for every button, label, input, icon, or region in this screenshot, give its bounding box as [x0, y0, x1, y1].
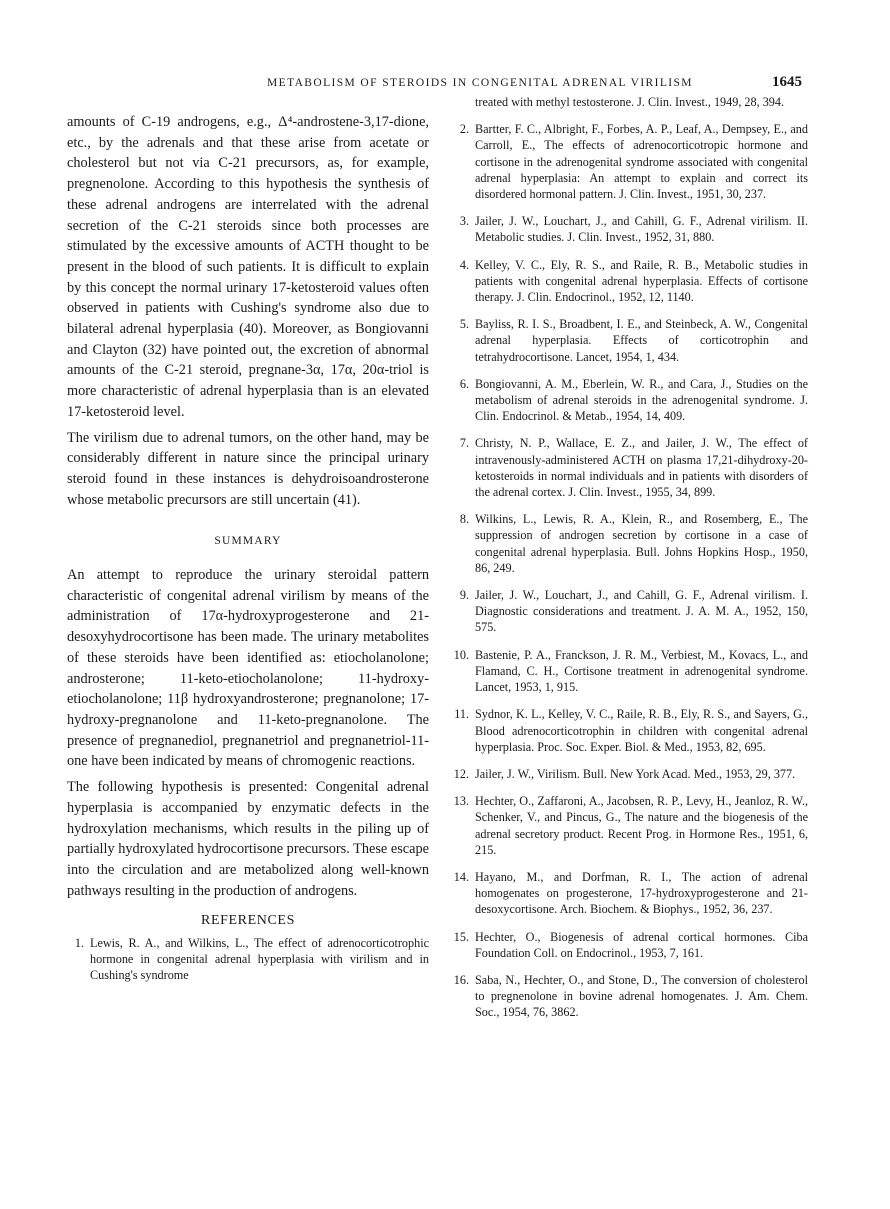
reference-text: Hechter, O., Biogenesis of adrenal cortical hormones. Ciba Foundation Coll. on Endocrinol., 1953, 7, 161. [475, 929, 808, 960]
reference-number: 5. [459, 317, 469, 332]
reference-number: 9. [459, 588, 469, 603]
body-paragraph: amounts of C-19 androgens, e.g., Δ⁴-androstene-3,17-dione, etc., by the adrenals and that these arise from acetate or cholesterol but not via C-21 precursors, as, for example, pregnenolone. According to this hypothesis the synthesis of these adrenal androgens are interrelated with the adrenal secretion of the C-21 steroids since both processes are stimulated by the excessive amounts of ACTH thought to be present in the blood of such patients. It is difficult to explain by this concept the normal urinary 17-ketosteroid values often observed in patients with Cushing's syndrome also due to bilateral adrenal hyperplasia (40). Moreover, as Bongiovanni and Clayton (32) have pointed out, the excretion of abnormal amounts of the C-21 steroid, pregnane-3α, 17α, 20α-triol is more characteristic of adrenal hyperplasia than is an elevated 17-ketosteroid level. [67, 114, 429, 420]
reference-item [452, 766, 808, 782]
reference-item [452, 511, 808, 576]
reference-text: Bartter, F. C., Albright, F., Forbes, A. P., Leaf, A., Dempsey, E., and Carroll, E., The effects of adrenocorticotropic hormone and cortisone in the adrenogenital syndrome associated with congenital adrenal hyperplasia: An attempt to explain and correct its disordered hormonal pattern. J. Clin. Invest., 1951, 30, 237. [475, 122, 808, 202]
reference-item [452, 972, 808, 1021]
reference-item [452, 316, 808, 365]
reference-text: Jailer, J. W., Louchart, J., and Cahill, G. F., Adrenal virilism. I. Diagnostic considerations and treatment. J. A. M. A., 1952, 150, 575. [475, 588, 808, 635]
reference-item [452, 793, 808, 858]
reference-number: 14. [453, 869, 469, 884]
reference-number: 1. [74, 936, 84, 951]
summary-heading: SUMMARY [214, 535, 282, 548]
reference-number: 4. [459, 257, 469, 272]
reference-text: Jailer, J. W., Louchart, J., and Cahill, G. F., Adrenal virilism. II. Metabolic studies. J. Clin. Invest., 1952, 31, 880. [475, 214, 808, 245]
reference-item [452, 929, 808, 961]
reference-text: Bayliss, R. I. S., Broadbent, I. E., and Steinbeck, A. W., Congenital adrenal hyperplasia. Effects of corticotrophin and tetrahydrocortisone. Lancet, 1954, 1, 434. [475, 317, 808, 364]
summary-paragraph: The following hypothesis is presented: Congenital adrenal hyperplasia is accompanied by enzymatic defects in the hydroxylation mechanisms, which results in the piling up of partially hydroxylated hydrocortisone precursors. These escape into the circulation and are metabolized along well-known pathways resulting in the production of androgens. [67, 779, 429, 899]
reference-number: 2. [459, 122, 469, 137]
reference-number: 10. [453, 647, 469, 662]
reference-number: 6. [459, 376, 469, 391]
reference-number: 12. [453, 766, 469, 781]
reference-text: Kelley, V. C., Ely, R. S., and Raile, R. B., Metabolic studies in patients with congenital adrenal hyperplasia. Effects of cortisone therapy. J. Clin. Endocrinol., 1952, 12, 1140. [475, 257, 808, 305]
reference-text: Wilkins, L., Lewis, R. A., Klein, R., and Rosemberg, E., The suppression of androgen secretion by cortisone in a case of congenital adrenal hyperplasia. Bull. Johns Hopkins Hosp., 1950, 86, 249. [475, 512, 808, 575]
reference-item [452, 257, 808, 306]
reference-item [452, 121, 808, 202]
reference-list-left [67, 935, 429, 984]
reference-number: 3. [459, 214, 469, 229]
reference-number: 7. [459, 436, 469, 451]
reference-text: Christy, N. P., Wallace, E. Z., and Jailer, J. W., The effect of intravenously-administered ACTH on plasma 17,21-dihydroxy-20-ketosteroids in normal individuals and in patients with disorders of the adrenal cortex. J. Clin. Invest., 1955, 34, 899. [475, 436, 808, 500]
running-title: METABOLISM OF STEROIDS IN CONGENITAL ADRENAL VIRILISM [267, 77, 693, 89]
reference-text: Bastenie, P. A., Franckson, J. R. M., Verbiest, M., Kovacs, L., and Flamand, C. H., Cortisone treatment in adrenogenital syndrome. Lancet, 1953, 1, 915. [475, 647, 808, 695]
body-paragraph: The virilism due to adrenal tumors, on the other hand, may be considerably different in nature since the principal urinary steroid found in these instances is dehydroisoandrosterone whose metabolic precursors are still uncertain (41). [67, 429, 429, 508]
reference-item [452, 587, 808, 636]
right-column [452, 94, 808, 1032]
summary-paragraph: An attempt to reproduce the urinary steroidal pattern characteristic of congenital adrenal virilism by means of the administration of 17α-hydroxyprogesterone and 21-desoxyhydrocortisone has been made. The urinary metabolites of these steroids have been identified as: etiocholanolone; androsterone; 11-keto-etiocholanolone; 11-hydroxy-etiocholanolone; 11β hydroxyandrosterone; pregnanolone; 17-hydroxy-pregnanolone and 11-keto-pregnanolone. The presence of pregnanediol, pregnanetriol and pregnanetriol-11-one have been indicated by means of chromogenic reactions. [67, 567, 429, 770]
reference-text: Hayano, M., and Dorfman, R. I., The action of adrenal homogenates on progesterone, 17-hydroxyprogesterone and 21-desoxycortisone. Arch. Biochem. & Biophys., 1952, 36, 237. [475, 869, 808, 917]
reference-item [452, 706, 808, 755]
reference-number: 11. [454, 707, 469, 722]
reference-number: 13. [453, 794, 469, 809]
reference-item [452, 647, 808, 696]
reference-item [452, 435, 808, 500]
reference-text: Sydnor, K. L., Kelley, V. C., Raile, R. B., Ely, R. S., and Sayers, G., Blood adrenocorticotrophin in children with congenital adrenal hyperplasia. Proc. Soc. Exper. Biol. & Med., 1953, 82, 695. [475, 707, 808, 754]
reference-text: Hechter, O., Zaffaroni, A., Jacobsen, R. P., Levy, H., Jeanloz, R. W., Schenker, V., and Pincus, G., The nature and the biogenesis of the adrenal secretory product. Recent Prog. in Hormone Res., 1951, 6, 215. [475, 794, 808, 857]
reference-item [452, 376, 808, 425]
reference-number: 15. [453, 929, 469, 944]
left-column [67, 112, 429, 984]
reference-item [452, 213, 808, 245]
reference-continuation: treated with methyl testosterone. J. Clin. Invest., 1949, 28, 394. [475, 95, 785, 109]
reference-number: 16. [453, 972, 469, 987]
references-heading: REFERENCES [201, 913, 295, 929]
reference-text: Bongiovanni, A. M., Eberlein, W. R., and Cara, J., Studies on the metabolism of adrenal steroids in the adrenogenital syndrome. J. Clin. Endocrinol. & Metab., 1954, 14, 409. [475, 376, 808, 424]
reference-text: Lewis, R. A., and Wilkins, L., The effect of adrenocorticotrophic hormone in congenital adrenal hyperplasia with virilism and in Cushing's syndrome [90, 936, 429, 983]
reference-number: 8. [459, 512, 469, 527]
reference-list-right [452, 121, 808, 1020]
reference-text: Jailer, J. W., Virilism. Bull. New York Acad. Med., 1953, 29, 377. [475, 766, 796, 781]
reference-item [67, 935, 429, 984]
reference-text: Saba, N., Hechter, O., and Stone, D., The conversion of cholesterol to pregnenolone in bovine adrenal homogenates. J. Am. Chem. Soc., 1954, 76, 3862. [475, 972, 808, 1020]
page-number: 1645 [772, 74, 802, 90]
reference-item [452, 869, 808, 918]
